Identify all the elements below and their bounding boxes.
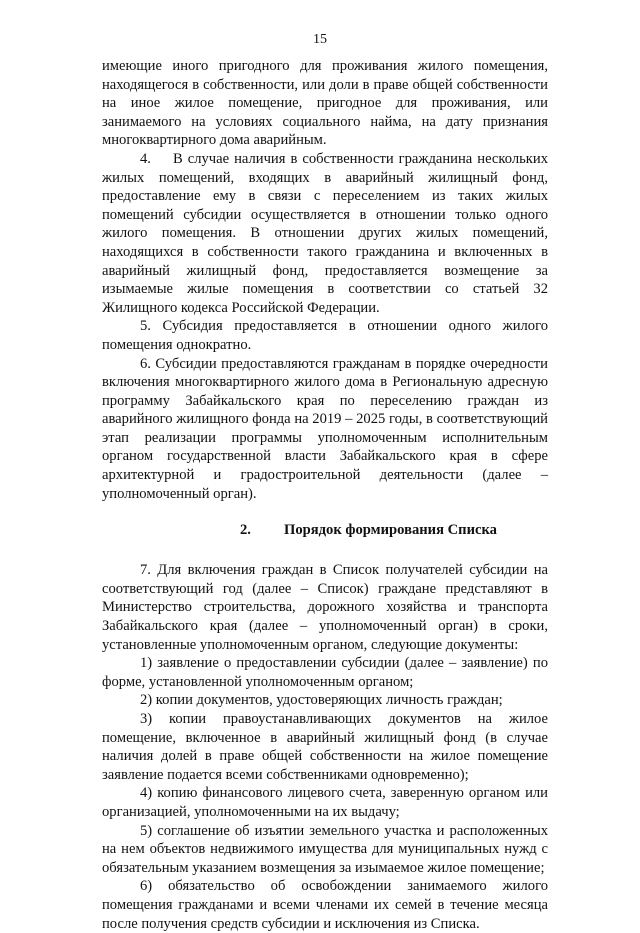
- paragraph-item-7: 7. Для включения граждан в Список получателей субсидии на соответствующий год (далее – Список) граждане представляют в Министерство строительства, дорожного хозяйства и транспорта Забайкальского края (далее – уполномоченный орган) в сроки, установленные уполномоченным органом, следующие документы:: [102, 562, 548, 653]
- section-number: 2.: [240, 522, 251, 539]
- paragraph-number: 4.: [140, 150, 151, 167]
- paragraph-item-5: 5. Субсидия предоставляется в отношении одного жилого помещения однократно.: [102, 318, 548, 353]
- paragraph-continuation: имеющие иного пригодного для проживания жилого помещения, находящегося в собственности, или доли в праве общей собственности на иное жилое помещение, пригодное для проживания, или занимаемого на условиях социального найма, на дату признания многоквартирного дома аварийным.: [102, 58, 548, 149]
- list-item: 6) обязательство об освобождении занимаемого жилого помещения гражданами и всеми членами их семей в течение месяца после получения средств субсидии и исключения из Списка.: [102, 878, 548, 932]
- paragraph-item-4: [102, 150, 548, 317]
- paragraph-item-6: 6. Субсидии предоставляются гражданам в порядке очередности включения многоквартирного жилого дома в Региональную адресную программу Забайкальского края по переселению граждан из аварийного жилищного фонда на 2019 – 2025 годы, в соответствующий этап реализации программы уполномоченным исполнительным органом государственной власти Забайкальского края в сфере архитектурной и градостроительной деятельности (далее – уполномоченный орган).: [102, 355, 548, 502]
- list-item: 1) заявление о предоставлении субсидии (далее – заявление) по форме, установленной уполномоченным органом;: [102, 655, 548, 690]
- list-item: 4) копию финансового лицевого счета, заверенную органом или организацией, уполномоченными на их выдачу;: [102, 785, 548, 820]
- document-body: [102, 57, 548, 933]
- section-heading: [102, 521, 548, 540]
- list-item: 3) копии правоустанавливающих документов на жилое помещение, включенное в аварийный жилищный фонд (в случае наличия долей в праве общей собственности на жилое помещение заявление подается всеми собственниками одновременно);: [102, 711, 548, 783]
- paragraph-text: В случае наличия в собственности гражданина нескольких жилых помещений, входящих в аварийный жилищный фонд, предоставление ему в связи с переселением из таких жилых помещений субсидии осуществляется в отношении только одного жилого помещения. В отношении других жилых помещений, находящихся в собственности такого гражданина и включенных в аварийный жилищный фонд, предоставляется возмещение за изымаемые жилые помещения в соответствии со статьей 32 Жилищного кодекса Российской Федерации.: [102, 150, 548, 316]
- page-number: 15: [313, 32, 327, 47]
- list-item: 2) копии документов, удостоверяющих личность граждан;: [140, 692, 503, 709]
- section-title: Порядок формирования Списка: [284, 522, 497, 539]
- list-item: 5) соглашение об изъятии земельного участка и расположенных на нем объектов недвижимого имущества для муниципальных нужд с обязательным указанием возмещения за изымаемое жилое помещение;: [102, 822, 548, 876]
